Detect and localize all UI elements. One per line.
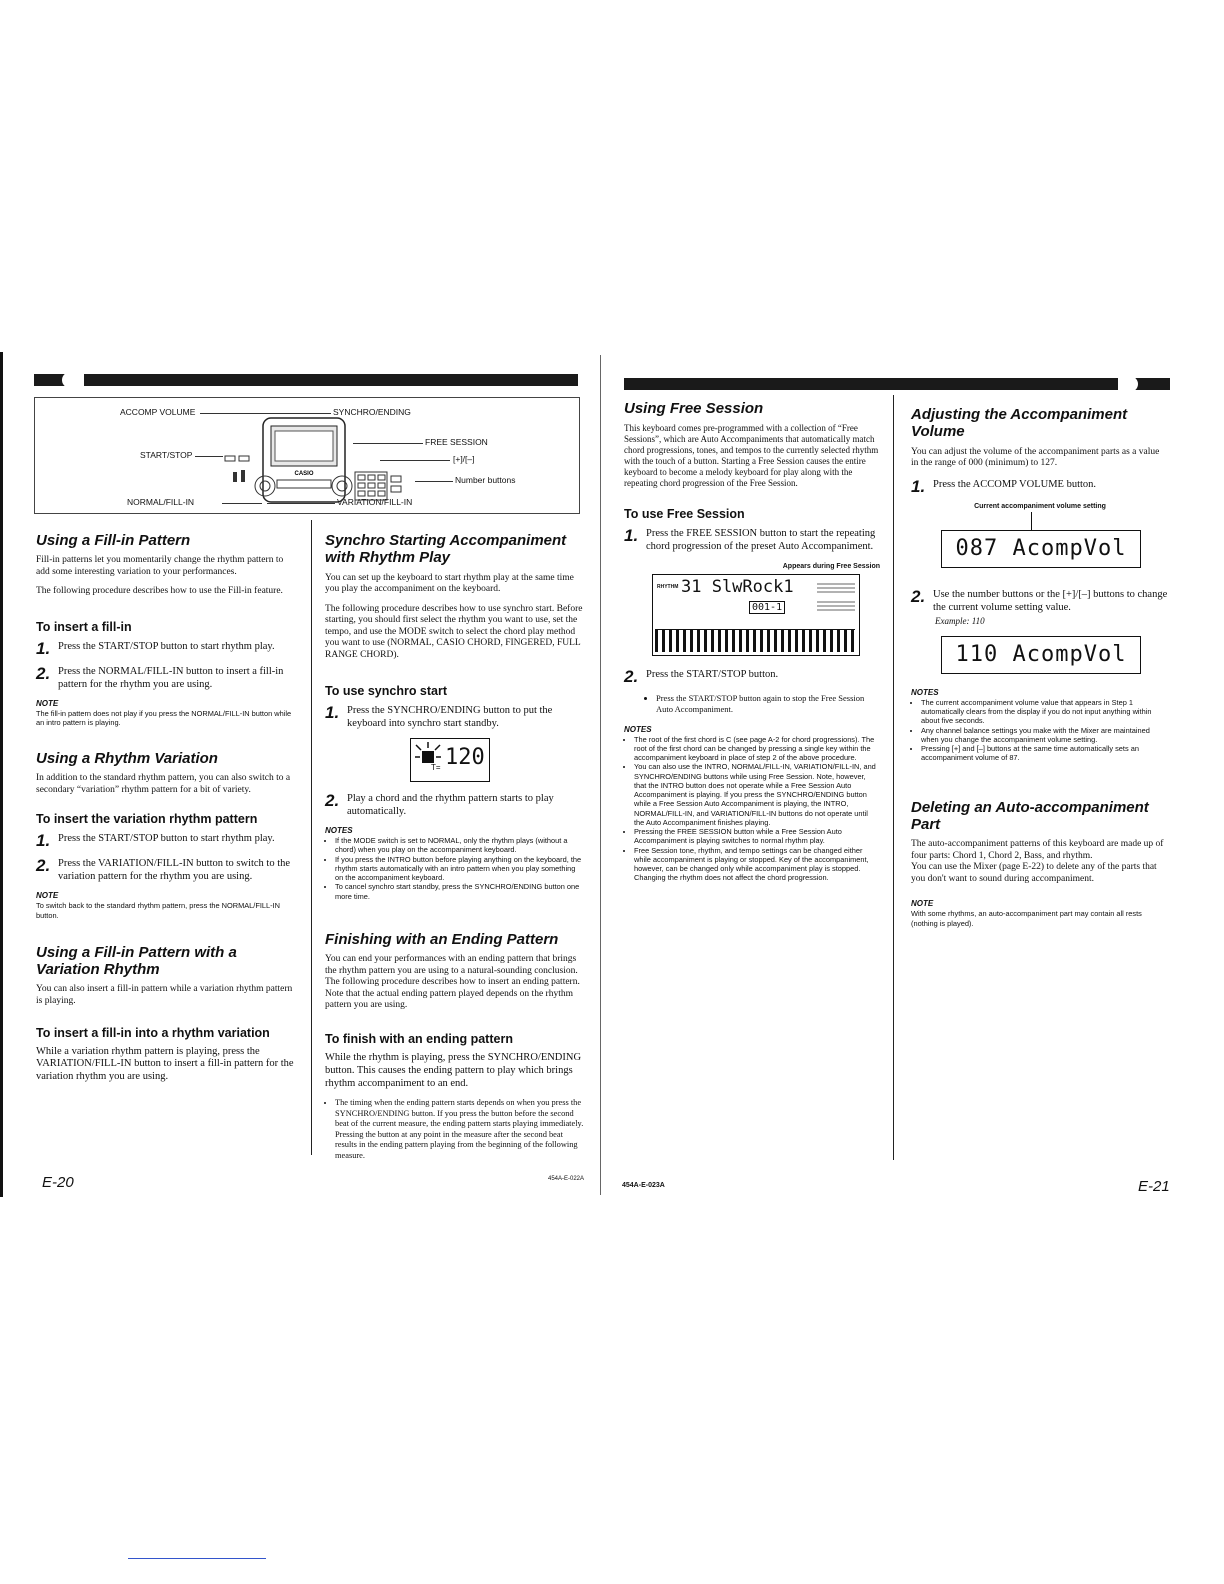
heading-rhythm-variation: Using a Rhythm Variation <box>36 749 218 767</box>
note-switch-back: To switch back to the standard rhythm pattern, press the NORMAL/FILL-IN button. <box>36 901 280 920</box>
column-divider-3 <box>893 395 894 1160</box>
brand-casio: CASIO <box>294 471 314 477</box>
volume-pointer-line <box>1031 512 1032 530</box>
free-note-3: • Pressing the FREE SESSION button while a Free Session Auto Accompaniment is playing switches to normal rhythm play. <box>634 827 880 846</box>
label-plus-minus: [+]/[–] <box>453 454 475 464</box>
free-notes-heading: NOTES <box>624 724 652 734</box>
heading-use-free-session: To use Free Session <box>624 507 745 522</box>
heading-insert-fill-in-variation: To insert a fill-in into a rhythm variation <box>36 1025 270 1040</box>
current-volume-label: Current accompaniment volume setting <box>974 502 1106 510</box>
delete-part-intro: The auto-accompaniment patterns of this keyboard are made up of four parts: Chord 1, Chord 2, Bass, and rhythm. <box>911 839 1164 861</box>
step-2-normal-fill-in: 2. Press the NORMAL/FILL-IN button to insert a fill-in pattern for the rhythm you are using. <box>36 663 284 691</box>
column-divider-1 <box>311 520 312 1155</box>
step-1-start-stop: 1. Press the START/STOP button to start rhythm play. <box>36 638 275 658</box>
label-start-stop: START/STOP <box>140 450 193 460</box>
free-note-2: • You can also use the INTRO, NORMAL/FILL-IN, VARIATION/FILL-IN, and SYNCHRO/ENDING buttons while using Free Session. Note, however, that the INTRO button does not operate while a Free Session Auto Accompaniment is playing. If you press the SYNCHRO/ENDING button while a Free Session Auto Accompaniment is playing, the INTRO, NORMAL/FILL-IN, and VARIATION/FILL-IN buttons do not operate until the Auto Accompaniment finishes playing. <box>634 762 880 827</box>
right-header-bar-marker <box>1118 376 1138 392</box>
appears-label: Appears during Free Session <box>782 563 880 571</box>
label-accomp-volume: ACCOMP VOLUME <box>120 407 196 417</box>
bottom-rule <box>128 1558 266 1559</box>
volume-notes-heading: NOTES <box>911 687 939 697</box>
volume-notes <box>911 698 1169 763</box>
synchro-procedure: The following procedure describes how to use synchro start. Before starting, you should first select the rhythm you want to use, set the tempo, and use the MODE switch to select the chord play method you want to use (NORMAL, CASIO CHORD, FINGERED, FULL RANGE CHORD). <box>325 603 583 660</box>
synchro-note-3: • To cancel synchro start standby, press the SYNCHRO/ENDING button one more time. <box>335 882 585 901</box>
example-label: Example: 110 <box>935 615 985 626</box>
fill-in-variation-intro: You can also insert a fill-in pattern while a variation rhythm pattern is playing. <box>36 984 293 1006</box>
free-session-notes <box>624 735 880 883</box>
lcd-rhythm-name: 31 SlwRock1 <box>681 577 794 598</box>
synchro-lcd <box>410 738 490 782</box>
step-1-accomp-volume: 1. Press the ACCOMP VOLUME button. <box>911 476 1097 496</box>
synchro-notes <box>325 836 585 901</box>
right-header-bar <box>624 378 1170 390</box>
step-2-play-chord: 2. Play a chord and the rhythm pattern starts to play automatically. <box>325 790 554 817</box>
fill-in-variation-body: While a variation rhythm pattern is playing, press the VARIATION/FILL-IN button to insert a fill-in pattern for the variation rhythm you are using. <box>36 1045 294 1083</box>
ending-intro: You can end your performances with an ending pattern that brings the rhythm pattern you are using to a natural-sounding conclusion. The following procedure describes how to insert an ending pattern. Note that the actual ending pattern played depends on the rhythm pattern you are using. <box>325 954 580 1011</box>
staff-icon <box>817 578 855 618</box>
heading-free-session: Using Free Session <box>624 400 764 417</box>
column-4 <box>911 406 1169 928</box>
volume-note-1: • The current accompaniment volume value that appears in Step 1 automatically clears from the display if you do not input anything within about five seconds. <box>921 698 1169 726</box>
heading-use-synchro: To use synchro start <box>325 683 448 698</box>
heading-delete-part: Deleting an Auto-accompaniment Part <box>911 798 1149 833</box>
column-1 <box>36 532 294 1092</box>
lcd-volume-110: 110 AcompVol <box>941 636 1141 674</box>
delete-note: With some rhythms, an auto-accompaniment part may contain all rests (nothing is played). <box>911 909 1142 928</box>
label-variation-fill-in: VARIATION/FILL-IN <box>337 497 413 507</box>
tempo-t-label: T= <box>431 762 441 772</box>
ending-timing-bullet: • The timing when the ending pattern starts depends on when you press the SYNCHRO/ENDING button. If you press the button before the second beat of the current measure, the ending pattern starts playing immediately. Pressing the button at any point in the measure after the second beat results in the ending pattern playing from the beginning of the following measure. <box>335 1098 585 1161</box>
volume-note-3: • Pressing [+] and [–] buttons at the same time automatically sets an accompaniment volume of 87. <box>921 744 1169 763</box>
page-number-left: E-20 <box>42 1174 74 1191</box>
doc-code-right: 454A-E-023A <box>622 1182 665 1189</box>
synchro-note-2: • If you press the INTRO button before playing anything on the keyboard, the rhythm starts automatically with an intro pattern when you play something on the accompaniment keyboard. <box>335 855 585 883</box>
label-number-buttons: Number buttons <box>455 475 516 485</box>
heading-insert-variation: To insert the variation rhythm pattern <box>36 812 258 827</box>
lcd-volume-087: 087 AcompVol <box>941 530 1141 568</box>
column-2 <box>325 532 585 1161</box>
keyboard-strip <box>655 629 855 652</box>
column-3 <box>624 400 880 883</box>
left-header-bar-marker <box>62 372 84 388</box>
ending-bullets <box>325 1098 585 1161</box>
free-note-1: • The root of the first chord is C (see page A-2 for chord progressions). The root of the first chord can be changed by pressing a single key within the accompaniment keyboard in place of step 2 of the above procedure. <box>634 735 880 763</box>
heading-fill-in-pattern: Using a Fill-in Pattern <box>36 532 191 549</box>
page-gutter <box>600 355 601 1195</box>
note-heading: NOTE <box>36 699 59 709</box>
heading-accomp-volume: Adjusting the Accompaniment Volume <box>911 406 1128 441</box>
fill-in-procedure-intro: The following procedure describes how to use the Fill-in feature. <box>36 586 283 597</box>
label-free-session: FREE SESSION <box>425 437 488 447</box>
step-1-variation-start: 1. Press the START/STOP button to start rhythm play. <box>36 831 275 851</box>
left-header-bar <box>34 374 578 386</box>
label-synchro-ending: SYNCHRO/ENDING <box>333 407 411 417</box>
label-normal-fill-in: NORMAL/FILL-IN <box>127 497 195 507</box>
lcd-measure-count: 001-1 <box>749 601 785 614</box>
synchro-notes-heading: NOTES <box>325 826 353 836</box>
rhythm-indicator: RHYTHM <box>657 584 679 591</box>
heading-finish-ending: To finish with an ending pattern <box>325 1031 513 1046</box>
ending-body: While the rhythm is playing, press the SYNCHRO/ENDING button. This causes the ending pattern to play which brings rhythm accompaniment to an end. <box>325 1051 582 1089</box>
step-1-free-session: 1. Press the FREE SESSION button to start the repeating chord progression of the preset Auto Accompaniment. <box>624 526 876 553</box>
heading-fill-in-variation: Using a Fill-in Pattern with a Variation Rhythm <box>36 943 237 979</box>
synchro-note-1: • If the MODE switch is set to NORMAL, only the rhythm plays (without a chord) when you play on the accompaniment keyboard. <box>335 836 585 855</box>
step-2-variation-fill-in: 2. Press the VARIATION/FILL-IN button to switch to the variation pattern for the rhythm you are using. <box>36 856 291 883</box>
free-session-lcd <box>652 574 860 656</box>
tempo-value: 120 <box>445 744 485 770</box>
fill-in-intro: Fill-in patterns let you momentarily change the rhythm pattern to add some interesting variation to your performances. <box>36 555 284 577</box>
step-2-number-buttons: 2. Use the number buttons or the [+]/[–] buttons to change the current volume setting value. <box>911 586 1168 613</box>
free-session-intro: This keyboard comes pre-programmed with a collection of “Free Sessions”, which are Auto Accompaniments that automatically match chord progressions, tones, and tempos to the currently selected rhythm with the touch of a button. Starting a Free Session causes the entire keyboard to become a melody keyboard for play along with the repeating chord progression of the Free Session. <box>624 423 879 489</box>
variation-intro: In addition to the standard rhythm pattern, you can also switch to a secondary “variation” rhythm pattern for a bit of variety. <box>36 772 291 795</box>
free-note-4: • Free Session tone, rhythm, and tempo settings can be changed either while accompaniment is playing or stopped. Key of the accompaniment, however, can be changed only while accompaniment play is stopped. Changing the rhythm does not affect the chord progression. <box>634 846 880 883</box>
page-number-right: E-21 <box>1138 1178 1170 1195</box>
heading-finishing-ending: Finishing with an Ending Pattern <box>325 930 559 948</box>
delete-part-mixer: You can use the Mixer (page E-22) to delete any of the parts that you don't want to sound during accompaniment. <box>911 862 1157 884</box>
note-fill-in-intro: The fill-in pattern does not play if you press the NORMAL/FILL-IN button while an intro pattern is playing. <box>36 709 292 728</box>
keyboard-panel-illustration <box>215 416 435 508</box>
synchro-intro: You can set up the keyboard to start rhythm play at the same time you play the accompaniment on the keyboard. <box>325 572 574 595</box>
stop-free-session-bullet: • Press the START/STOP button again to stop the Free Session Auto Accompaniment. <box>656 693 880 714</box>
delete-note-heading: NOTE <box>911 899 934 909</box>
note-heading-2: NOTE <box>36 891 59 901</box>
heading-insert-fill-in: To insert a fill-in <box>36 619 132 634</box>
heading-synchro-start: Synchro Starting Accompaniment with Rhythm Play <box>325 532 567 567</box>
doc-code-left: 454A-E-022A <box>548 1176 585 1182</box>
keyboard-diagram <box>34 397 580 514</box>
accomp-volume-intro: You can adjust the volume of the accompaniment parts as a value in the range of 000 (minimum) to 127. <box>911 446 1160 469</box>
step-1-synchro-ending: 1. Press the SYNCHRO/ENDING button to put the keyboard into synchro start standby. <box>325 702 553 729</box>
free-session-step-bullet <box>646 693 880 714</box>
volume-note-2: • Any channel balance settings you make with the Mixer are maintained when you change the accompaniment volume setting. <box>921 726 1169 745</box>
step-2-free-start-stop: 2. Press the START/STOP button. <box>624 667 779 687</box>
left-edge-rule <box>0 352 3 1197</box>
